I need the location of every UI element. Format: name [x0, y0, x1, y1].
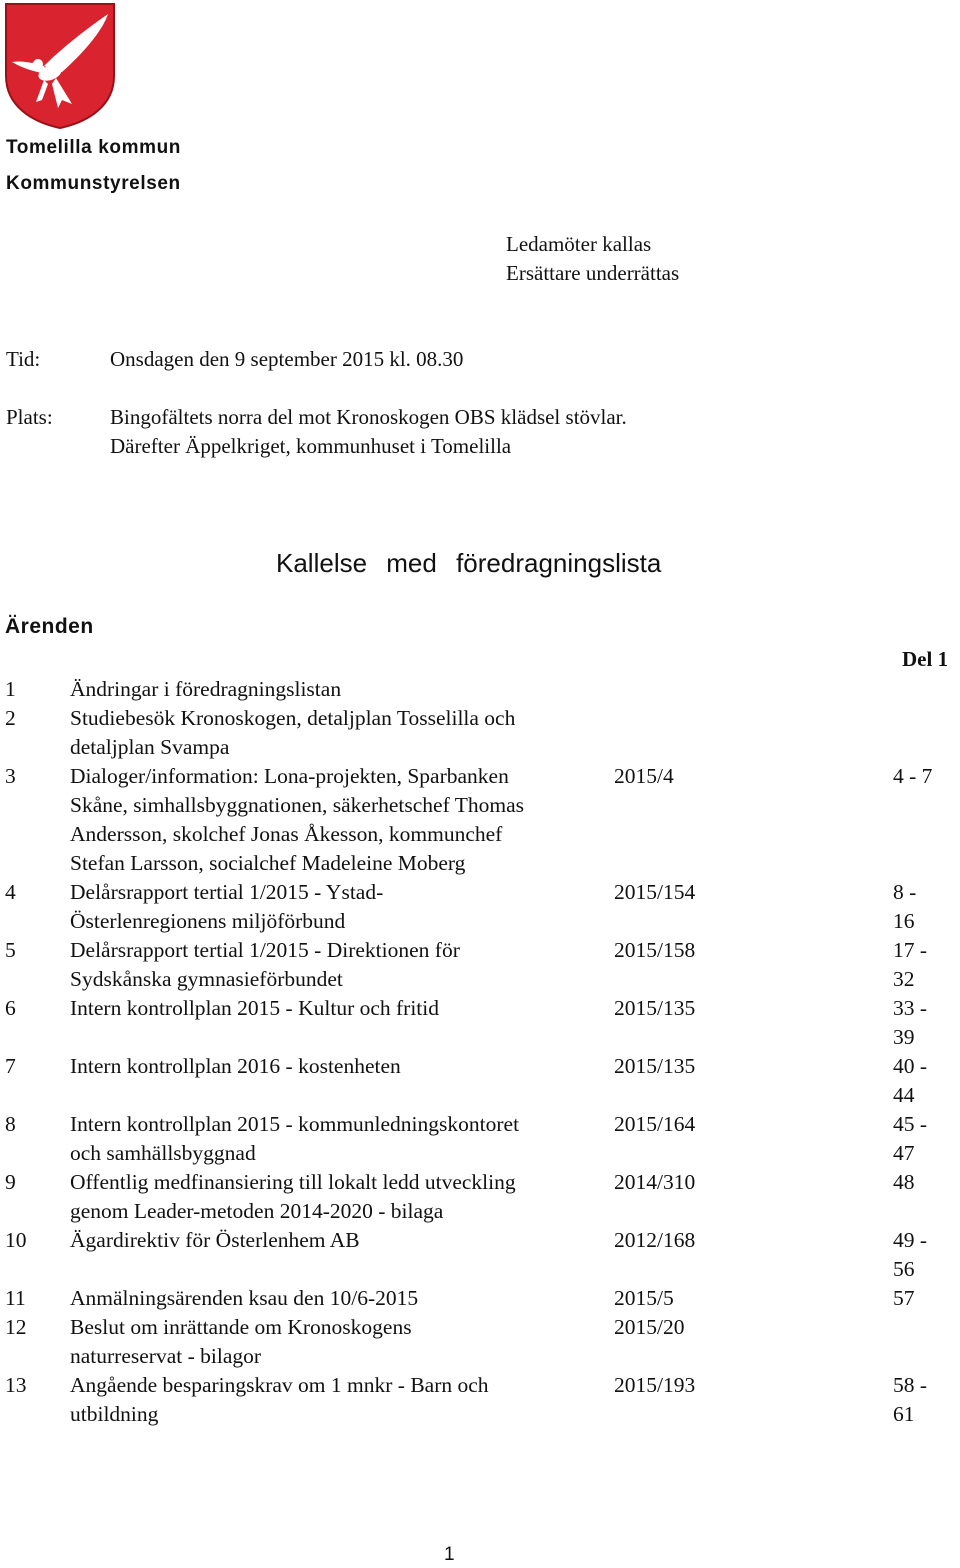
agenda-item-title [70, 1371, 598, 1429]
agenda-item-title-line: naturreservat - bilagor [70, 1344, 262, 1368]
page-number: 1 [444, 1544, 455, 1565]
municipality-logo [4, 2, 116, 130]
time-label: Tid: [6, 347, 41, 371]
agenda-item-title-line: Stefan Larsson, socialchef Madeleine Moberg [70, 851, 466, 875]
agenda-item-number: 13 [5, 1373, 27, 1397]
agenda-item-title [70, 878, 598, 936]
agenda-item-pages-line: 56 [893, 1257, 915, 1281]
agenda-item-title [70, 762, 598, 878]
agenda-item-title [70, 675, 598, 704]
agenda-item-number: 4 [5, 880, 16, 904]
agenda-item-title-line: Intern kontrollplan 2015 - Kultur och fritid [70, 996, 440, 1020]
agenda-item-pages-line: 39 [893, 1025, 915, 1049]
agenda-item [0, 675, 960, 704]
agenda-item-title [70, 936, 598, 994]
agenda-item [0, 1371, 960, 1429]
members-summoned: Ledamöter kallas [506, 232, 652, 256]
agenda-item-title-line: Angående besparingskrav om 1 mnkr - Barn och [70, 1373, 489, 1397]
agenda-item-title-line: Ägardirektiv för Österlenhem AB [70, 1228, 360, 1252]
agenda-item-title-line: Skåne, simhallsbyggnationen, säkerhetschef Thomas [70, 793, 524, 817]
agenda-item [0, 1052, 960, 1110]
agenda-item [0, 704, 960, 762]
agenda-item [0, 1168, 960, 1226]
agenda-item-number: 11 [5, 1286, 26, 1310]
agenda-item-number: 10 [5, 1228, 27, 1252]
agenda-item-pages [893, 936, 937, 994]
agenda-item-pages [893, 1284, 937, 1313]
agenda-item-pages [893, 1371, 937, 1429]
board-name: Kommunstyrelsen [6, 173, 181, 194]
agenda-item-pages-line: 57 [893, 1286, 915, 1310]
document-title: Kallelse med föredragningslista [276, 548, 662, 578]
agenda-item-case-number: 2015/154 [614, 880, 696, 904]
agenda-item-number: 5 [5, 938, 16, 962]
agenda-item-title-line: detaljplan Svampa [70, 735, 230, 759]
time-value: Onsdagen den 9 september 2015 kl. 08.30 [110, 347, 464, 371]
agenda-item-title-line: och samhällsbyggnad [70, 1141, 256, 1165]
agenda-item-pages-line: 48 [893, 1170, 915, 1194]
agenda-item-title-line: Ändringar i föredragningslistan [70, 677, 342, 701]
agenda-item-case-number: 2015/4 [614, 764, 674, 788]
agenda-list [0, 675, 960, 1429]
agenda-item-case-number: 2014/310 [614, 1170, 696, 1194]
agenda-item-pages [893, 762, 937, 791]
agenda-item-title-line: Delårsrapport tertial 1/2015 - Ystad- [70, 880, 384, 904]
agenda-item-number: 1 [5, 677, 16, 701]
agenda-item-number: 2 [5, 706, 16, 730]
agenda-item-title-line: Österlenregionens miljöförbund [70, 909, 346, 933]
agenda-item [0, 1226, 960, 1284]
coat-of-arms-icon [4, 2, 116, 130]
agenda-item-pages [893, 1110, 937, 1168]
agenda-item-pages-line: 45 - [893, 1112, 928, 1136]
part-label: Del 1 [902, 647, 949, 671]
agenda-item-title-line: genom Leader-metoden 2014-2020 - bilaga [70, 1199, 444, 1223]
agenda-item-number: 7 [5, 1054, 16, 1078]
place-value-line-2: Därefter Äppelkriget, kommunhuset i Tomelilla [110, 434, 512, 458]
agenda-item-pages-line: 4 - 7 [893, 764, 933, 788]
agenda-item-title-line: Sydskånska gymnasieförbundet [70, 967, 343, 991]
agenda-item-pages [893, 1052, 937, 1110]
agenda-item-title [70, 1313, 598, 1371]
agenda-item-title-line: Studiebesök Kronoskogen, detaljplan Tosselilla och [70, 706, 516, 730]
agenda-item-case-number: 2015/158 [614, 938, 696, 962]
substitutes-notified: Ersättare underrättas [506, 261, 680, 285]
agenda-item-pages-line: 44 [893, 1083, 915, 1107]
agenda-item-title-line: Anmälningsärenden ksau den 10/6-2015 [70, 1286, 419, 1310]
agenda-item-number: 9 [5, 1170, 16, 1194]
agenda-item-title [70, 1110, 598, 1168]
agenda-item-number: 3 [5, 764, 16, 788]
agenda-item [0, 936, 960, 994]
agenda-item-number: 6 [5, 996, 16, 1020]
agenda-item-pages-line: 47 [893, 1141, 915, 1165]
agenda-item-pages-line: 58 - [893, 1373, 928, 1397]
agenda-item-pages-line: 33 - [893, 996, 928, 1020]
agenda-item-title [70, 1284, 598, 1313]
agenda-item-pages-line: 40 - [893, 1054, 928, 1078]
agenda-item-number: 8 [5, 1112, 16, 1136]
agenda-item-title-line: Andersson, skolchef Jonas Åkesson, kommunchef [70, 822, 503, 846]
agenda-item [0, 1313, 960, 1371]
agenda-item-title-line: Intern kontrollplan 2016 - kostenheten [70, 1054, 401, 1078]
agenda-item-pages-line: 8 - 16 [893, 880, 917, 933]
agenda-item [0, 994, 960, 1052]
agenda-item-pages [893, 1226, 937, 1284]
agenda-item-title-line: Delårsrapport tertial 1/2015 - Direktionen för [70, 938, 460, 962]
agenda-item-title-line: Offentlig medfinansiering till lokalt ledd utveckling [70, 1170, 516, 1194]
agenda-item-title-line: utbildning [70, 1402, 159, 1426]
agenda-item-number: 12 [5, 1315, 27, 1339]
agenda-item-pages [893, 994, 937, 1052]
agenda-item-title-line: Dialoger/information: Lona-projekten, Sparbanken [70, 764, 509, 788]
agenda-item-title [70, 1226, 598, 1255]
place-value-line-1: Bingofältets norra del mot Kronoskogen OBS klädsel stövlar. [110, 405, 627, 429]
agenda-item-title [70, 994, 598, 1023]
place-label: Plats: [6, 405, 53, 429]
agenda-item-title-line: Beslut om inrättande om Kronoskogens [70, 1315, 412, 1339]
municipality-name: Tomelilla kommun [6, 137, 181, 158]
agenda-item-case-number: 2015/164 [614, 1112, 696, 1136]
agenda-item-case-number: 2015/135 [614, 996, 696, 1020]
agenda-item-case-number: 2012/168 [614, 1228, 696, 1252]
agenda-item-pages [893, 878, 937, 936]
agenda-item-case-number: 2015/5 [614, 1286, 674, 1310]
agenda-item-case-number: 2015/193 [614, 1373, 696, 1397]
agenda-item-case-number: 2015/135 [614, 1054, 696, 1078]
agenda-item-pages-line: 61 [893, 1402, 915, 1426]
agenda-item [0, 762, 960, 878]
agenda-item-title [70, 704, 598, 762]
agenda-item-title [70, 1052, 598, 1081]
section-heading: Ärenden [5, 615, 94, 638]
agenda-item-title [70, 1168, 598, 1226]
agenda-item-case-number: 2015/20 [614, 1315, 685, 1339]
agenda-item-pages [893, 1168, 937, 1197]
agenda-item [0, 1284, 960, 1313]
agenda-item [0, 1110, 960, 1168]
agenda-item [0, 878, 960, 936]
agenda-item-pages-line: 17 - [893, 938, 928, 962]
agenda-item-pages-line: 32 [893, 967, 915, 991]
agenda-item-title-line: Intern kontrollplan 2015 - kommunledningskontoret [70, 1112, 520, 1136]
agenda-item-pages-line: 49 - [893, 1228, 928, 1252]
